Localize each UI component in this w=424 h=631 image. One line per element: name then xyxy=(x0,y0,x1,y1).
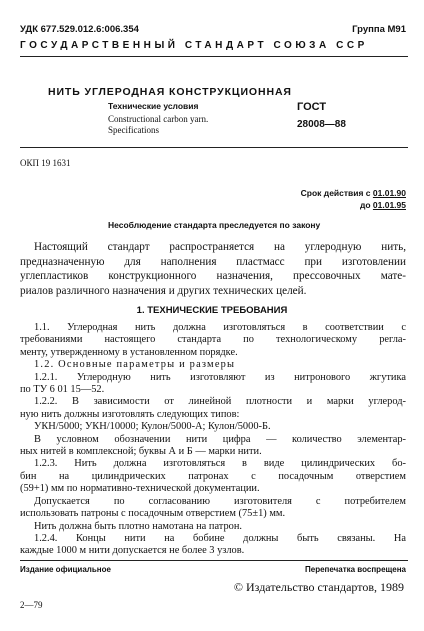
text-line: менту, утвержденному в установленном порядке. xyxy=(20,346,238,358)
text-line: Нить должна быть плотно намотана на патрон. xyxy=(34,520,243,532)
copyright: © Издательство стандартов, 1989 xyxy=(233,580,404,594)
text-line: 1.1. Углеродная нить должна изготовляться в соответствии с xyxy=(34,322,406,333)
text-line: (59+1) мм по нормативно-технической документации. xyxy=(20,483,260,495)
document-title: НИТЬ УГЛЕРОДНАЯ КОНСТРУКЦИОННАЯ xyxy=(48,86,292,98)
english-title xyxy=(108,114,208,136)
english-title-line: Specifications xyxy=(108,125,159,135)
udk-code: УДК 677.529.012.6:006.354 xyxy=(20,24,139,35)
intro-line: Настоящий стандарт распространяется на углеродную нить, xyxy=(34,241,406,253)
validity-to-label: до xyxy=(359,200,373,210)
validity-from-date: 01.01.90 xyxy=(372,188,406,198)
group-code: Группа М91 xyxy=(352,24,406,35)
intro-line: риалов различного назначения и других технических целей. xyxy=(20,284,307,297)
text-line: 1.2. Основные параметры и размеры xyxy=(34,359,236,371)
text-line: 1.2.1. Углеродную нить изготовляют из нитронового жгутика xyxy=(34,371,406,383)
gost-number: 28008—88 xyxy=(297,119,346,130)
text-line: 1.2.4. Концы нити на бобине должны быть связаны. На xyxy=(34,532,406,544)
text-line: УКН/5000; УКН/10000; Кулон/5000-А; Кулон/5000-Б. xyxy=(34,421,271,433)
reprint-notice: Перепечатка воспрещена xyxy=(305,565,406,574)
text-line: Допускается по согласованию изготовителя с потребителем xyxy=(34,495,406,507)
text-line: каждые 1000 м нити допускается не более 3 узлов. xyxy=(20,545,245,557)
title-rule xyxy=(20,147,408,148)
intro-line: углепластиков конструкционного назначения, прессовочных мате- xyxy=(20,270,406,282)
validity-from-label: Срок действия с xyxy=(300,188,373,198)
text-line: В условном обозначении нити цифра — количество элементар- xyxy=(34,433,406,445)
section-title: 1. ТЕХНИЧЕСКИЕ ТРЕБОВАНИЯ xyxy=(136,305,288,316)
text-line: 1.2.2. В зависимости от линейной плотности и марки углерод- xyxy=(34,396,406,408)
violation-notice: Несоблюдение стандарта преследуется по закону xyxy=(108,220,321,230)
official-edition: Издание официальное xyxy=(20,565,111,574)
text-line: использовать патроны с посадочным отверстием (75±1) мм. xyxy=(20,508,286,520)
intro-line: предназначенную для наполнения пластмасс при изготовлении xyxy=(20,255,406,268)
text-line: ных нитей в комплексной; буквы А и Б — марки нити. xyxy=(20,446,262,458)
header-rule xyxy=(20,56,408,57)
okp-code: ОКП 19 1631 xyxy=(20,158,71,168)
gost-label: ГОСТ xyxy=(297,101,327,113)
text-line: по ТУ 6 01 15—52. xyxy=(20,384,105,396)
validity-to-date: 01.01.95 xyxy=(372,200,406,210)
state-standard-heading: ГОСУДАРСТВЕННЫЙ СТАНДАРТ СОЮЗА ССР xyxy=(20,40,368,51)
text-line: 1.2.3. Нить должна изготовляться в виде цилиндрических бо- xyxy=(34,458,406,470)
requirements-text xyxy=(20,322,406,558)
validity-period xyxy=(301,187,406,211)
page-number: 2—79 xyxy=(20,600,43,610)
text-line: требованиями настоящего стандарта по технологическому регла- xyxy=(20,334,406,346)
text-line: ную нить должны изготовлять следующих типов: xyxy=(20,408,240,420)
footer-rule xyxy=(20,560,408,561)
intro-paragraph xyxy=(20,240,406,298)
text-line: бин на цилиндрических патронах с посадочным отверстием xyxy=(20,470,406,482)
document-subtitle: Технические условия xyxy=(108,101,199,111)
english-title-line: Constructional carbon yarn. xyxy=(108,114,209,124)
